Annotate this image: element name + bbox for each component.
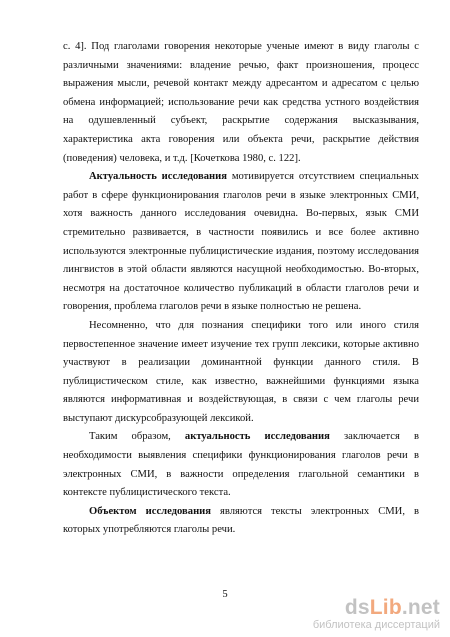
paragraph <box>63 168 419 317</box>
paragraph-text: Несомненно, что для познания специфики того или иного стиля первостепенное значение имеет изучение тех групп лексики, которые активно участвуют в реализации доминантной функции данного стиля. В публицистическом стиле, как известно, важнейшими функциями языка являются информативная и воздействующая, в связи с чем глаголы речи выступают дискурсобразующей лексикой. <box>63 319 419 424</box>
document-body <box>63 38 419 540</box>
dslib-logo: dsLib.net <box>344 596 440 619</box>
paragraph <box>63 428 419 502</box>
paragraph-text: мотивируется отсутствием специальных работ в сфере функционирования глаголов речи в языке электронных СМИ, хотя важность данного исследования очевидна. Во-первых, язык СМИ стремительно развивается, в частности появились и все более активно используются электронные публицистические издания, поэтому исследования лингвистов в этой области являются насущной необходимостью. Во-вторых, несмотря на достаточное количество публикаций в области глаголов речи и говорения, проблема глаголов речи в языке полностью не решена. <box>63 171 419 313</box>
paragraph-text: заключается в необходимости выявления специфики функционирования глаголов речи в электронных СМИ, в важности определения глагольной семантики в контексте публицистического текста. <box>63 431 420 499</box>
paragraph-text: с. 4]. Под глаголами говорения некоторые ученые имеют в виду глаголы с различными значениями: владение речью, факт произношения, процесс выражения мысли, речевой контакт между адресантом и адресатом с целью обмена информацией; использование речи как средства устного воздействия на одушевленный субъект, раскрытие содержания высказывания, характеристика акта говорения или объекта речи, раскрытие действия (поведения) человека, и т.д. [Кочеткова 1980, с. 122]. <box>63 41 419 164</box>
paragraph <box>63 317 419 429</box>
page-number: 5 <box>222 589 228 600</box>
paragraph <box>63 503 419 540</box>
bold-term: Актуальность исследования <box>89 171 227 183</box>
paragraph-text: являются тексты электронных СМИ, в которых употребляются глаголы речи. <box>63 505 419 536</box>
bold-term: актуальность исследования <box>184 431 330 443</box>
bold-term: Объектом исследования <box>89 505 212 517</box>
paragraph <box>63 38 419 168</box>
watermark-caption: библиотека диссертаций <box>312 619 440 631</box>
paragraph-text: Таким образом, <box>89 431 185 443</box>
dslib-watermark <box>313 597 440 631</box>
